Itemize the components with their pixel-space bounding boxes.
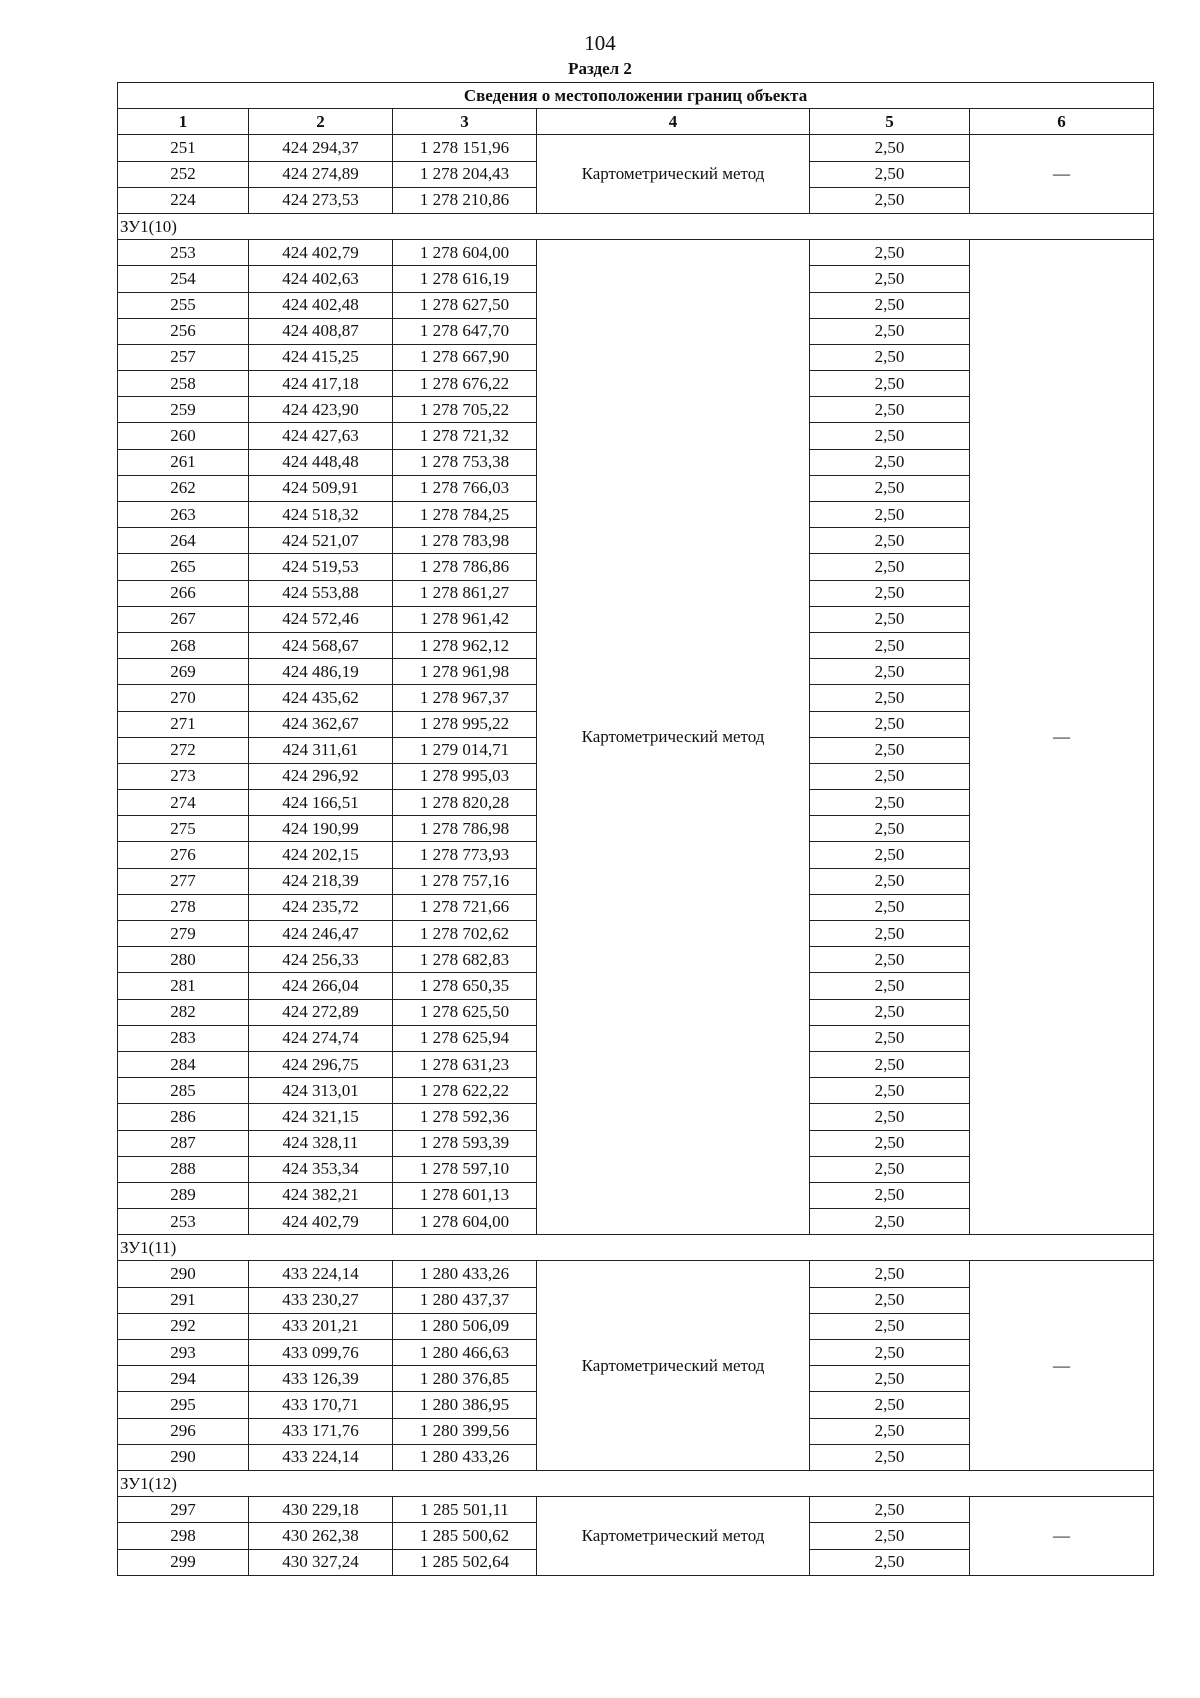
coordinate-x: 424 518,32 [249, 502, 393, 528]
coordinate-y: 1 285 500,62 [393, 1523, 537, 1549]
coordinate-y: 1 278 593,39 [393, 1130, 537, 1156]
accuracy-value: 2,50 [810, 737, 970, 763]
coordinate-y: 1 278 601,13 [393, 1182, 537, 1208]
coordinate-x: 424 519,53 [249, 554, 393, 580]
coordinate-y: 1 278 721,32 [393, 423, 537, 449]
coordinate-y: 1 280 399,56 [393, 1418, 537, 1444]
point-number: 259 [118, 397, 249, 423]
accuracy-value: 2,50 [810, 790, 970, 816]
accuracy-value: 2,50 [810, 1025, 970, 1051]
point-number: 290 [118, 1261, 249, 1287]
coordinate-y: 1 278 622,22 [393, 1078, 537, 1104]
point-number: 297 [118, 1497, 249, 1523]
method-cell: Картометрический метод [537, 135, 810, 214]
coordinate-y: 1 278 676,22 [393, 371, 537, 397]
accuracy-value: 2,50 [810, 554, 970, 580]
accuracy-value: 2,50 [810, 1182, 970, 1208]
coordinate-x: 433 099,76 [249, 1340, 393, 1366]
coordinate-x: 424 402,48 [249, 292, 393, 318]
coordinate-y: 1 278 995,03 [393, 763, 537, 789]
coordinate-y: 1 280 433,26 [393, 1261, 537, 1287]
point-number: 287 [118, 1130, 249, 1156]
coordinate-y: 1 278 625,94 [393, 1025, 537, 1051]
point-number: 288 [118, 1156, 249, 1182]
coordinate-x: 433 224,14 [249, 1444, 393, 1470]
table-row [118, 1497, 1154, 1523]
coordinate-x: 430 327,24 [249, 1549, 393, 1575]
table-row [118, 240, 1154, 266]
accuracy-value: 2,50 [810, 371, 970, 397]
point-number: 282 [118, 999, 249, 1025]
coordinate-y: 1 278 961,98 [393, 659, 537, 685]
table-body [118, 135, 1154, 1575]
accuracy-value: 2,50 [810, 763, 970, 789]
coordinate-x: 433 201,21 [249, 1313, 393, 1339]
coordinate-x: 424 311,61 [249, 737, 393, 763]
group-row [118, 213, 1154, 239]
accuracy-value: 2,50 [810, 449, 970, 475]
table-caption: Сведения о местоположении границ объекта [118, 83, 1154, 109]
method-cell: Картометрический метод [537, 240, 810, 1235]
point-number: 290 [118, 1444, 249, 1470]
accuracy-value: 2,50 [810, 318, 970, 344]
point-number: 293 [118, 1340, 249, 1366]
coordinate-x: 424 313,01 [249, 1078, 393, 1104]
accuracy-value: 2,50 [810, 1523, 970, 1549]
accuracy-value: 2,50 [810, 1366, 970, 1392]
coordinate-y: 1 280 437,37 [393, 1287, 537, 1313]
dash-cell: — [970, 1497, 1154, 1576]
point-number: 255 [118, 292, 249, 318]
coordinate-y: 1 280 506,09 [393, 1313, 537, 1339]
coordinate-y: 1 278 627,50 [393, 292, 537, 318]
coordinate-x: 424 417,18 [249, 371, 393, 397]
point-number: 271 [118, 711, 249, 737]
coordinate-y: 1 278 616,19 [393, 266, 537, 292]
coordinate-y: 1 278 766,03 [393, 475, 537, 501]
coordinate-y: 1 278 702,62 [393, 921, 537, 947]
coordinate-y: 1 278 682,83 [393, 947, 537, 973]
point-number: 289 [118, 1182, 249, 1208]
accuracy-value: 2,50 [810, 1104, 970, 1130]
point-number: 262 [118, 475, 249, 501]
coordinate-x: 424 402,79 [249, 1209, 393, 1235]
accuracy-value: 2,50 [810, 1418, 970, 1444]
section-title: Раздел 2 [568, 59, 632, 78]
coordinate-y: 1 278 604,00 [393, 1209, 537, 1235]
coordinate-x: 424 572,46 [249, 606, 393, 632]
point-number: 277 [118, 868, 249, 894]
coordinate-y: 1 285 502,64 [393, 1549, 537, 1575]
accuracy-value: 2,50 [810, 606, 970, 632]
point-number: 292 [118, 1313, 249, 1339]
coordinate-x: 424 266,04 [249, 973, 393, 999]
accuracy-value: 2,50 [810, 999, 970, 1025]
column-header: 4 [537, 109, 810, 135]
accuracy-value: 2,50 [810, 397, 970, 423]
coordinate-y: 1 278 604,00 [393, 240, 537, 266]
point-number: 281 [118, 973, 249, 999]
accuracy-value: 2,50 [810, 947, 970, 973]
accuracy-value: 2,50 [810, 632, 970, 658]
coordinate-x: 424 273,53 [249, 187, 393, 213]
coordinate-y: 1 278 721,66 [393, 894, 537, 920]
coordinate-x: 424 296,92 [249, 763, 393, 789]
accuracy-value: 2,50 [810, 1156, 970, 1182]
point-number: 270 [118, 685, 249, 711]
accuracy-value: 2,50 [810, 894, 970, 920]
point-number: 260 [118, 423, 249, 449]
accuracy-value: 2,50 [810, 1392, 970, 1418]
coordinate-y: 1 278 783,98 [393, 528, 537, 554]
column-header: 6 [970, 109, 1154, 135]
accuracy-value: 2,50 [810, 266, 970, 292]
column-header: 1 [118, 109, 249, 135]
coordinate-y: 1 278 597,10 [393, 1156, 537, 1182]
coordinate-x: 424 553,88 [249, 580, 393, 606]
point-number: 261 [118, 449, 249, 475]
coordinate-y: 1 280 466,63 [393, 1340, 537, 1366]
point-number: 254 [118, 266, 249, 292]
coordinate-x: 424 296,75 [249, 1051, 393, 1077]
coordinate-y: 1 278 773,93 [393, 842, 537, 868]
point-number: 257 [118, 344, 249, 370]
accuracy-value: 2,50 [810, 1444, 970, 1470]
coordinate-y: 1 278 625,50 [393, 999, 537, 1025]
accuracy-value: 2,50 [810, 423, 970, 449]
accuracy-value: 2,50 [810, 842, 970, 868]
coordinate-y: 1 278 151,96 [393, 135, 537, 161]
point-number: 252 [118, 161, 249, 187]
coordinate-x: 424 568,67 [249, 632, 393, 658]
coordinate-y: 1 280 386,95 [393, 1392, 537, 1418]
point-number: 263 [118, 502, 249, 528]
accuracy-value: 2,50 [810, 292, 970, 318]
group-label: ЗУ1(11) [118, 1235, 1154, 1261]
point-number: 299 [118, 1549, 249, 1575]
point-number: 272 [118, 737, 249, 763]
coordinate-y: 1 278 962,12 [393, 632, 537, 658]
accuracy-value: 2,50 [810, 1209, 970, 1235]
accuracy-value: 2,50 [810, 1130, 970, 1156]
group-label: ЗУ1(10) [118, 213, 1154, 239]
coordinate-x: 424 328,11 [249, 1130, 393, 1156]
accuracy-value: 2,50 [810, 1078, 970, 1104]
coordinate-y: 1 278 784,25 [393, 502, 537, 528]
coordinate-y: 1 278 592,36 [393, 1104, 537, 1130]
coordinate-y: 1 278 667,90 [393, 344, 537, 370]
coordinate-y: 1 278 705,22 [393, 397, 537, 423]
point-number: 285 [118, 1078, 249, 1104]
coordinate-x: 433 170,71 [249, 1392, 393, 1418]
coordinate-x: 424 190,99 [249, 816, 393, 842]
point-number: 274 [118, 790, 249, 816]
coordinate-x: 424 272,89 [249, 999, 393, 1025]
coordinate-y: 1 285 501,11 [393, 1497, 537, 1523]
accuracy-value: 2,50 [810, 502, 970, 528]
accuracy-value: 2,50 [810, 1497, 970, 1523]
page-number: 104 [584, 31, 616, 55]
coordinate-x: 424 382,21 [249, 1182, 393, 1208]
coordinate-x: 424 448,48 [249, 449, 393, 475]
accuracy-value: 2,50 [810, 685, 970, 711]
coordinate-x: 424 521,07 [249, 528, 393, 554]
coordinate-x: 424 408,87 [249, 318, 393, 344]
coordinate-x: 424 427,63 [249, 423, 393, 449]
coordinate-y: 1 278 861,27 [393, 580, 537, 606]
point-number: 279 [118, 921, 249, 947]
point-number: 294 [118, 1366, 249, 1392]
table-caption-row [118, 83, 1154, 109]
coordinate-y: 1 278 961,42 [393, 606, 537, 632]
point-number: 224 [118, 187, 249, 213]
coordinate-x: 424 218,39 [249, 868, 393, 894]
coordinate-y: 1 278 786,86 [393, 554, 537, 580]
accuracy-value: 2,50 [810, 528, 970, 554]
coordinate-x: 433 126,39 [249, 1366, 393, 1392]
accuracy-value: 2,50 [810, 240, 970, 266]
point-number: 251 [118, 135, 249, 161]
accuracy-value: 2,50 [810, 816, 970, 842]
accuracy-value: 2,50 [810, 187, 970, 213]
coordinate-x: 424 256,33 [249, 947, 393, 973]
coordinate-y: 1 278 204,43 [393, 161, 537, 187]
point-number: 291 [118, 1287, 249, 1313]
accuracy-value: 2,50 [810, 868, 970, 894]
point-number: 253 [118, 240, 249, 266]
point-number: 276 [118, 842, 249, 868]
column-header: 2 [249, 109, 393, 135]
point-number: 265 [118, 554, 249, 580]
point-number: 267 [118, 606, 249, 632]
point-number: 278 [118, 894, 249, 920]
point-number: 266 [118, 580, 249, 606]
coordinate-x: 430 262,38 [249, 1523, 393, 1549]
accuracy-value: 2,50 [810, 475, 970, 501]
point-number: 253 [118, 1209, 249, 1235]
point-number: 264 [118, 528, 249, 554]
coordinate-y: 1 280 433,26 [393, 1444, 537, 1470]
coordinate-y: 1 278 631,23 [393, 1051, 537, 1077]
coordinate-x: 424 246,47 [249, 921, 393, 947]
coordinate-x: 424 235,72 [249, 894, 393, 920]
accuracy-value: 2,50 [810, 1261, 970, 1287]
coordinate-y: 1 280 376,85 [393, 1366, 537, 1392]
accuracy-value: 2,50 [810, 344, 970, 370]
coordinate-x: 424 274,74 [249, 1025, 393, 1051]
column-header: 3 [393, 109, 537, 135]
coordinate-x: 433 224,14 [249, 1261, 393, 1287]
group-row [118, 1235, 1154, 1261]
column-header-row [118, 109, 1154, 135]
point-number: 295 [118, 1392, 249, 1418]
coordinate-x: 424 423,90 [249, 397, 393, 423]
coordinate-y: 1 278 786,98 [393, 816, 537, 842]
coordinate-y: 1 278 967,37 [393, 685, 537, 711]
boundary-table [117, 82, 1154, 1576]
accuracy-value: 2,50 [810, 973, 970, 999]
coordinate-y: 1 278 647,70 [393, 318, 537, 344]
accuracy-value: 2,50 [810, 1051, 970, 1077]
dash-cell: — [970, 135, 1154, 214]
coordinate-x: 424 402,79 [249, 240, 393, 266]
dash-cell: — [970, 1261, 1154, 1471]
point-number: 256 [118, 318, 249, 344]
point-number: 258 [118, 371, 249, 397]
coordinate-x: 424 294,37 [249, 135, 393, 161]
point-number: 283 [118, 1025, 249, 1051]
accuracy-value: 2,50 [810, 580, 970, 606]
accuracy-value: 2,50 [810, 659, 970, 685]
point-number: 269 [118, 659, 249, 685]
coordinate-y: 1 278 820,28 [393, 790, 537, 816]
coordinate-y: 1 278 753,38 [393, 449, 537, 475]
coordinate-x: 424 321,15 [249, 1104, 393, 1130]
coordinate-x: 424 486,19 [249, 659, 393, 685]
coordinate-x: 433 171,76 [249, 1418, 393, 1444]
point-number: 286 [118, 1104, 249, 1130]
accuracy-value: 2,50 [810, 161, 970, 187]
accuracy-value: 2,50 [810, 1340, 970, 1366]
point-number: 284 [118, 1051, 249, 1077]
coordinate-x: 424 362,67 [249, 711, 393, 737]
coordinate-y: 1 279 014,71 [393, 737, 537, 763]
accuracy-value: 2,50 [810, 921, 970, 947]
method-cell: Картометрический метод [537, 1261, 810, 1471]
coordinate-x: 430 229,18 [249, 1497, 393, 1523]
point-number: 275 [118, 816, 249, 842]
coordinate-y: 1 278 995,22 [393, 711, 537, 737]
point-number: 296 [118, 1418, 249, 1444]
method-cell: Картометрический метод [537, 1497, 810, 1576]
coordinate-x: 433 230,27 [249, 1287, 393, 1313]
coordinate-x: 424 509,91 [249, 475, 393, 501]
group-label: ЗУ1(12) [118, 1470, 1154, 1496]
point-number: 273 [118, 763, 249, 789]
accuracy-value: 2,50 [810, 1287, 970, 1313]
accuracy-value: 2,50 [810, 135, 970, 161]
point-number: 268 [118, 632, 249, 658]
coordinate-y: 1 278 757,16 [393, 868, 537, 894]
coordinate-x: 424 274,89 [249, 161, 393, 187]
coordinate-x: 424 202,15 [249, 842, 393, 868]
coordinate-x: 424 166,51 [249, 790, 393, 816]
group-row [118, 1470, 1154, 1496]
coordinate-x: 424 435,62 [249, 685, 393, 711]
accuracy-value: 2,50 [810, 1313, 970, 1339]
coordinate-y: 1 278 210,86 [393, 187, 537, 213]
coordinate-y: 1 278 650,35 [393, 973, 537, 999]
accuracy-value: 2,50 [810, 1549, 970, 1575]
coordinate-x: 424 353,34 [249, 1156, 393, 1182]
point-number: 280 [118, 947, 249, 973]
coordinate-x: 424 402,63 [249, 266, 393, 292]
table-row [118, 1261, 1154, 1287]
point-number: 298 [118, 1523, 249, 1549]
table-row [118, 135, 1154, 161]
column-header: 5 [810, 109, 970, 135]
dash-cell: — [970, 240, 1154, 1235]
accuracy-value: 2,50 [810, 711, 970, 737]
coordinate-x: 424 415,25 [249, 344, 393, 370]
